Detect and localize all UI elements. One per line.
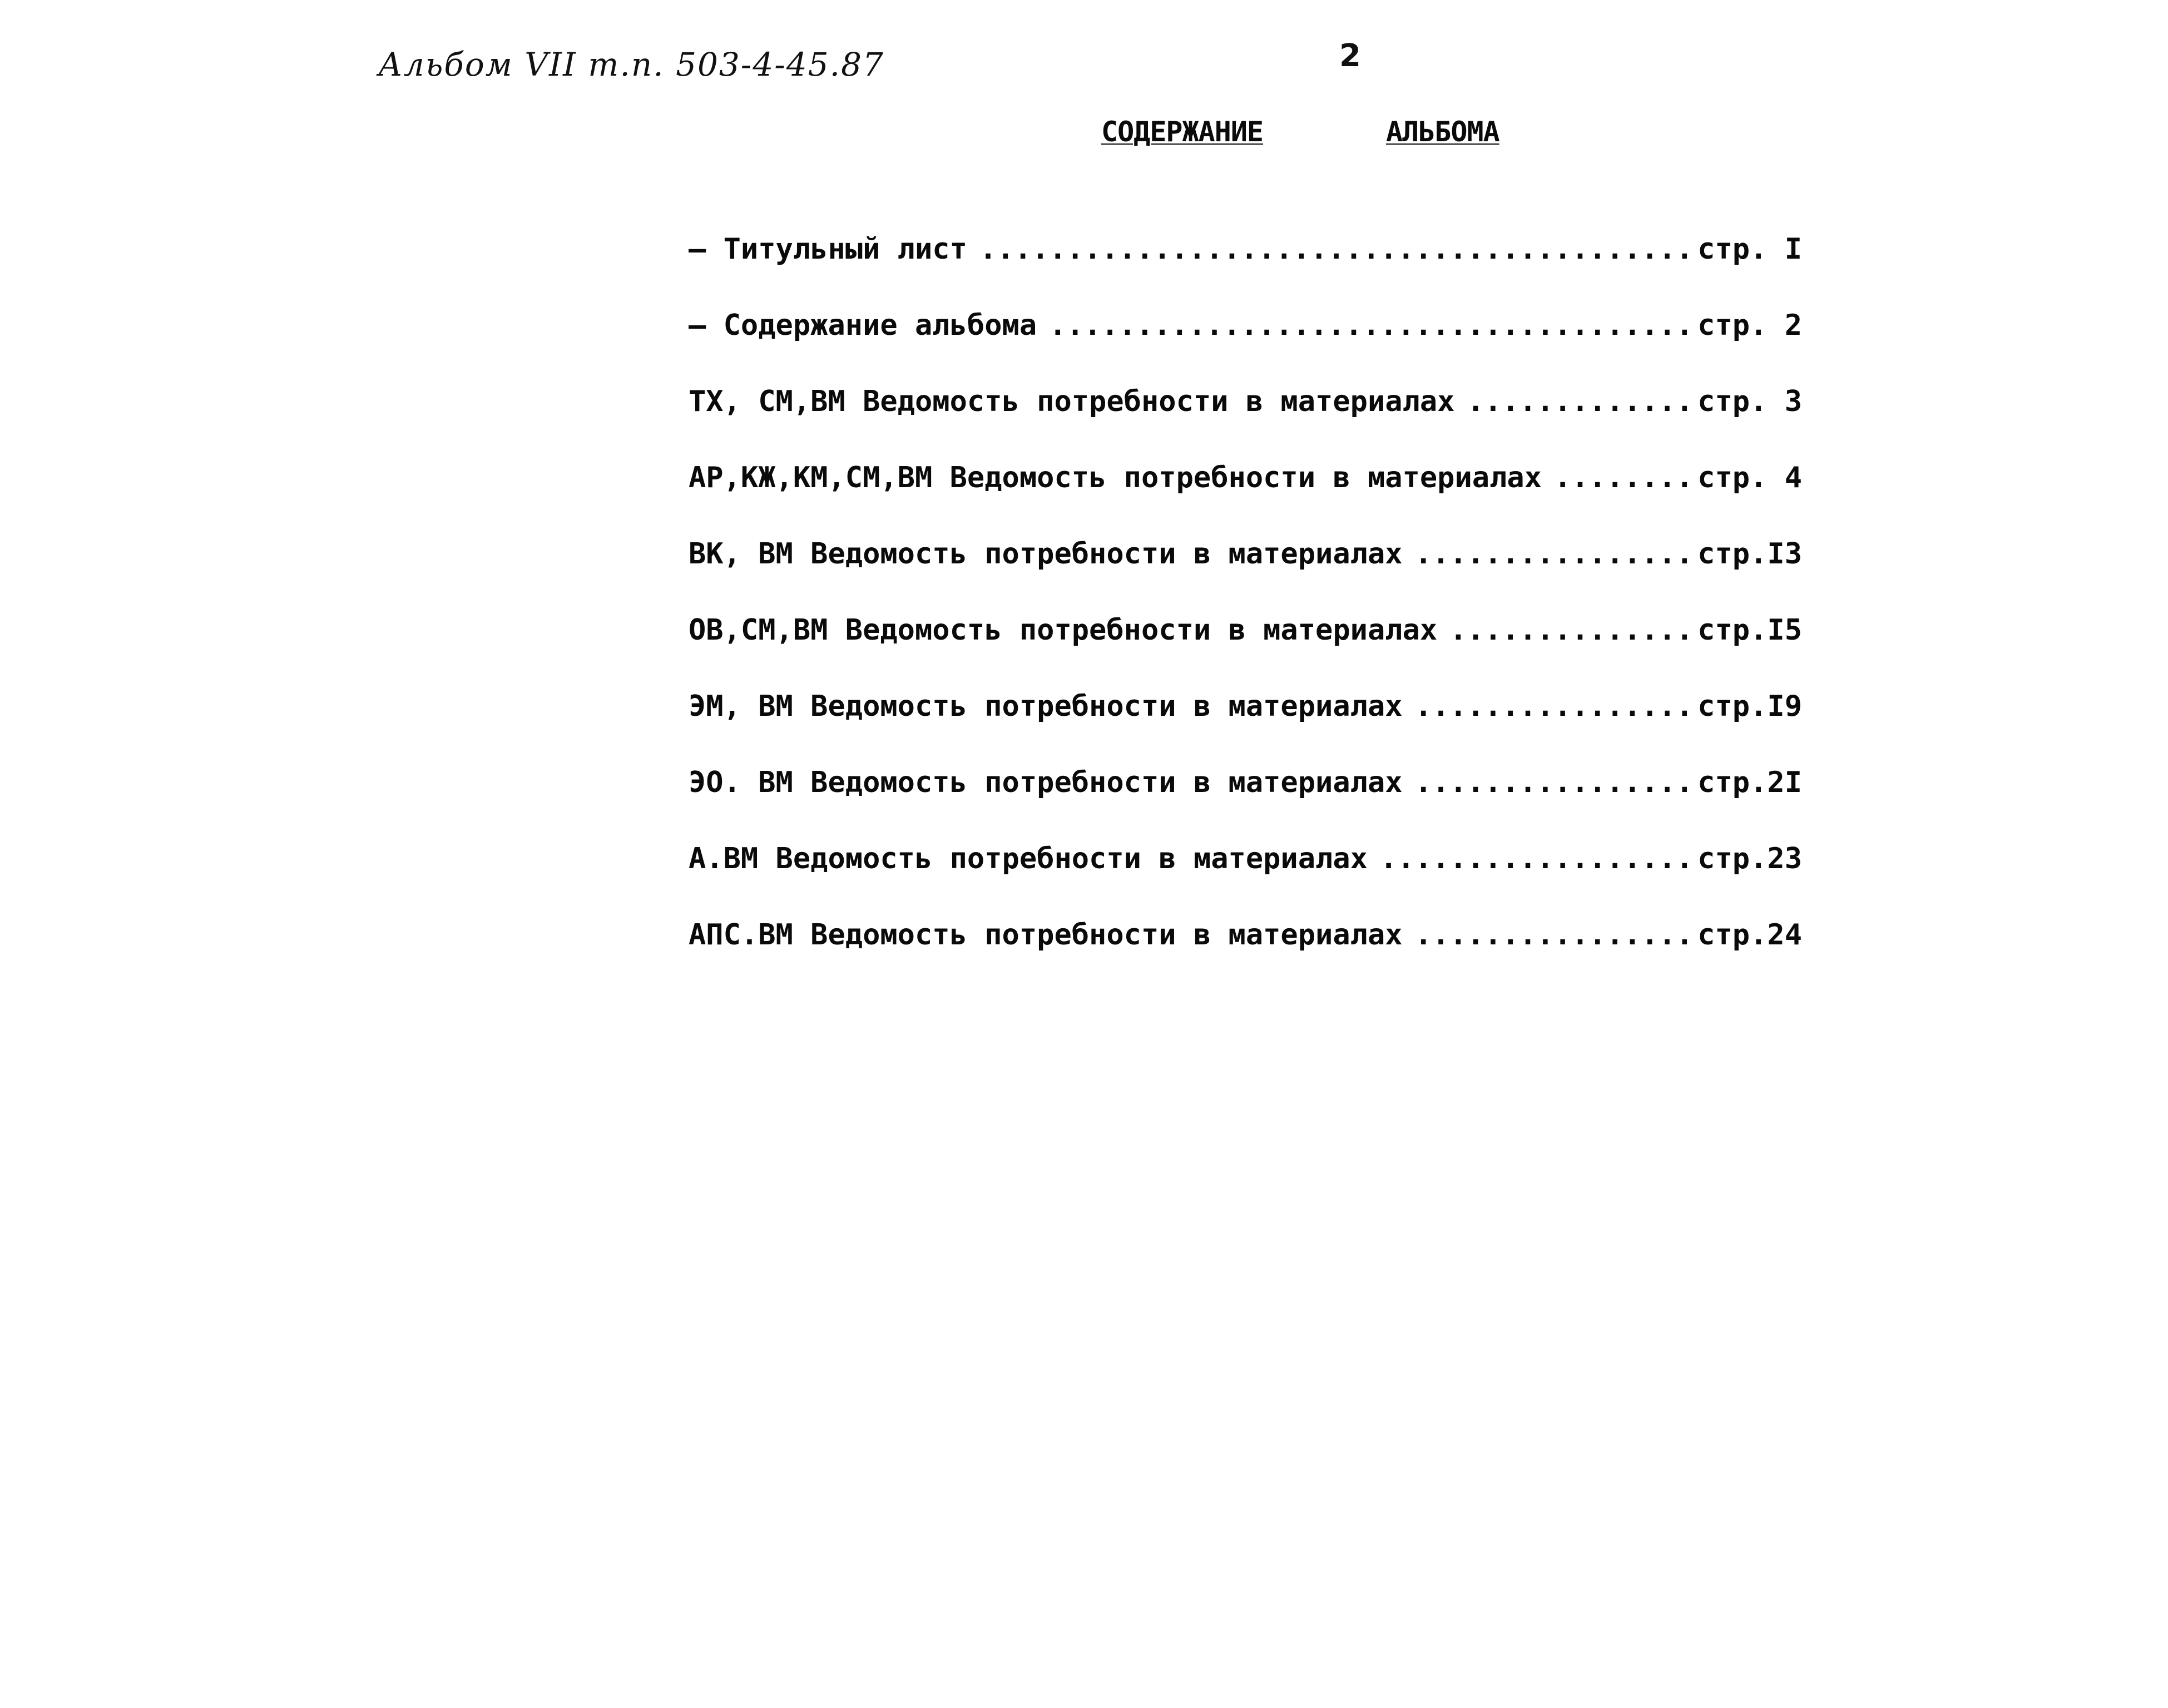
toc-dot-leader — [1415, 918, 1695, 952]
toc-entry-page: стр.23 — [1697, 842, 1802, 875]
toc-entry-page: стр.I9 — [1697, 690, 1802, 723]
toc-dot-leader — [1554, 461, 1694, 494]
toc-entry-page: стр.2I — [1697, 766, 1802, 799]
toc-entry-title: – Титульный лист — [689, 232, 967, 266]
toc-entry-title: А.ВМ Ведомость потребности в материалах — [689, 842, 1368, 875]
toc-entry — [689, 309, 1802, 385]
toc-entry — [689, 613, 1802, 690]
toc-dot-leader — [1415, 690, 1695, 723]
toc-dot-leader — [1049, 309, 1694, 342]
toc-dot-leader — [1415, 766, 1695, 799]
toc-entry-page: стр. 2 — [1697, 309, 1802, 342]
toc-entry — [689, 918, 1802, 994]
toc-entry — [689, 461, 1802, 537]
toc-dot-leader — [1449, 613, 1694, 647]
toc-entry-page: стр. I — [1697, 232, 1802, 266]
toc-entry — [689, 385, 1802, 461]
toc-entry-page: стр.I5 — [1697, 613, 1802, 647]
toc-dot-leader — [1380, 842, 1694, 875]
toc-entry-title: ОВ,СМ,ВМ Ведомость потребности в материалах — [689, 613, 1438, 647]
toc-entry-page: стр.24 — [1697, 918, 1802, 952]
contents-heading-word-1: СОДЕРЖАНИЕ — [1101, 116, 1264, 148]
table-of-contents — [689, 232, 1802, 994]
page-number: 2 — [1339, 38, 1361, 74]
toc-dot-leader — [1415, 537, 1695, 571]
toc-entry-page: стр.I3 — [1697, 537, 1802, 571]
contents-heading-word-2: АЛЬБОМА — [1386, 116, 1499, 148]
toc-dot-leader — [979, 232, 1694, 266]
toc-entry-page: стр. 4 — [1697, 461, 1802, 494]
toc-entry — [689, 232, 1802, 309]
toc-entry — [689, 842, 1802, 918]
toc-entry-title: АПС.ВМ Ведомость потребности в материалах — [689, 918, 1403, 952]
toc-entry-title: – Содержание альбома — [689, 309, 1037, 342]
toc-entry-title: ЭО. ВМ Ведомость потребности в материалах — [689, 766, 1403, 799]
toc-entry — [689, 766, 1802, 842]
toc-entry-page: стр. 3 — [1697, 385, 1802, 418]
album-reference-handwritten: Альбом VII т.п. 503-4-45.87 — [378, 46, 884, 83]
toc-entry-title: ЭМ, ВМ Ведомость потребности в материалах — [689, 690, 1403, 723]
toc-dot-leader — [1467, 385, 1695, 418]
toc-entry-title: ВК, ВМ Ведомость потребности в материалах — [689, 537, 1403, 571]
toc-entry-title: ТХ, СМ,ВМ Ведомость потребности в материалах — [689, 385, 1455, 418]
toc-entry — [689, 690, 1802, 766]
toc-entry — [689, 537, 1802, 613]
toc-entry-title: АР,КЖ,КМ,СМ,ВМ Ведомость потребности в материалах — [689, 461, 1542, 494]
